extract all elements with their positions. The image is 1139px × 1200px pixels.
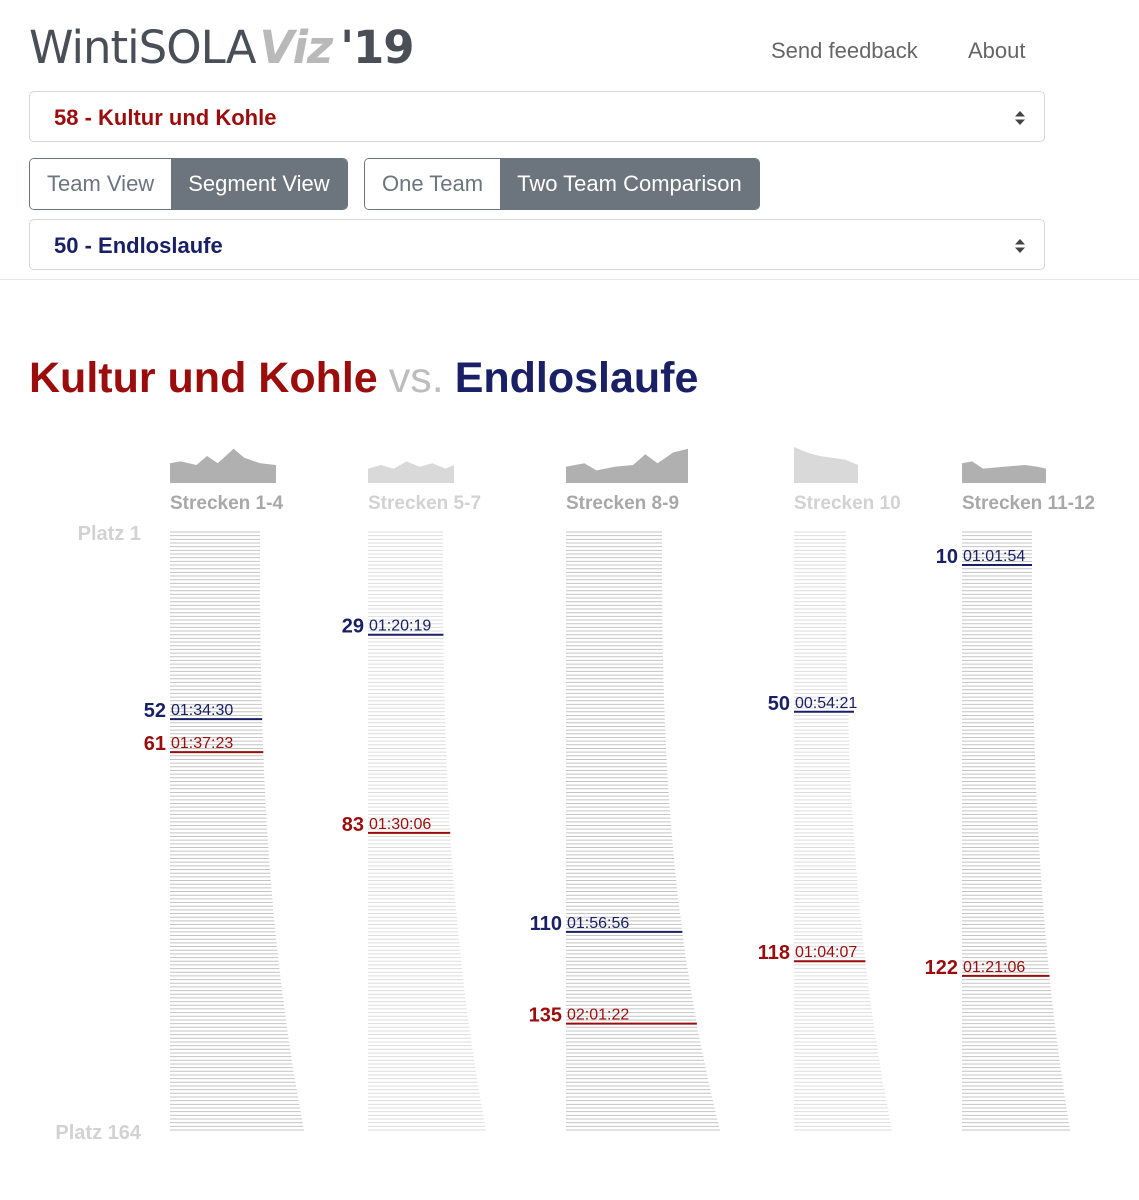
app-logo[interactable] [29,20,414,76]
logo-part-1: WintiSOLA [29,21,256,74]
segment-label-2[interactable]: Strecken 5-7 [368,493,482,514]
team-a-name: Kultur und Kohle [29,354,378,402]
compare-toggle-group [364,158,760,210]
team-b-time-label: 01:56:56 [567,914,630,932]
team-a-rank-label: 61 [143,733,166,756]
team-b-time-label: 01:01:54 [963,548,1026,565]
rank-bottom-label: Platz 164 [55,1122,141,1144]
logo-part-3: '19 [340,21,414,74]
elevation-profile-4 [794,447,858,483]
compare-select-value: 50 - Endloslaufe [54,233,223,258]
team-select-value: 58 - Kultur und Kohle [54,105,277,130]
team-b-time-label: 00:54:21 [795,694,858,712]
comparison-heading [29,350,698,406]
team-a-time-label: 01:04:07 [795,944,858,962]
team-b-rank-label: 52 [143,700,166,723]
team-a-rank-label: 135 [528,1004,562,1027]
view-toggle-group [29,158,348,210]
team-b-rank-label: 29 [341,615,364,638]
one-team-button[interactable]: One Team [365,159,500,209]
segment-ranking-chart [0,430,1139,1190]
team-a-rank-label: 122 [924,956,958,979]
team-b-rank-label: 50 [767,692,790,715]
team-view-button[interactable]: Team View [30,159,171,209]
team-b-rank-label: 110 [529,912,562,935]
team-b-rank-label: 10 [935,546,958,568]
select-caret-icon [1014,110,1026,126]
elevation-profile-1 [170,449,276,483]
elevation-profile-2 [368,461,454,483]
select-caret-icon [1014,238,1026,254]
about-link[interactable]: About [968,38,1026,63]
team-b-time-label: 01:20:19 [369,617,432,635]
segment-label-5[interactable]: Strecken 11-12 [962,493,1096,514]
compare-team-select[interactable] [29,219,1045,270]
team-b-time-label: 01:34:30 [171,702,234,720]
team-a-rank-label: 83 [341,813,364,836]
team-a-rank-label: 118 [757,942,790,965]
send-feedback-link[interactable]: Send feedback [771,38,918,63]
elevation-profile-3 [566,449,688,483]
segment-label-4[interactable]: Strecken 10 [794,493,901,514]
team-b-name: Endloslaufe [454,354,699,402]
team-a-time-label: 01:21:06 [963,958,1026,976]
team-a-time-label: 02:01:22 [567,1006,630,1024]
team-a-time-label: 01:37:23 [171,735,234,753]
top-bar [0,0,1139,280]
elevation-profile-5 [962,461,1046,483]
segment-view-button[interactable]: Segment View [171,159,346,209]
logo-part-2: Viz [259,21,333,74]
segment-label-3[interactable]: Strecken 8-9 [566,493,680,514]
segment-label-1[interactable]: Strecken 1-4 [170,493,284,514]
rank-top-label: Platz 1 [77,523,141,545]
team-select[interactable] [29,91,1045,142]
team-a-time-label: 01:30:06 [369,815,432,833]
vs-label: vs. [388,354,444,402]
two-team-comparison-button[interactable]: Two Team Comparison [500,159,759,209]
